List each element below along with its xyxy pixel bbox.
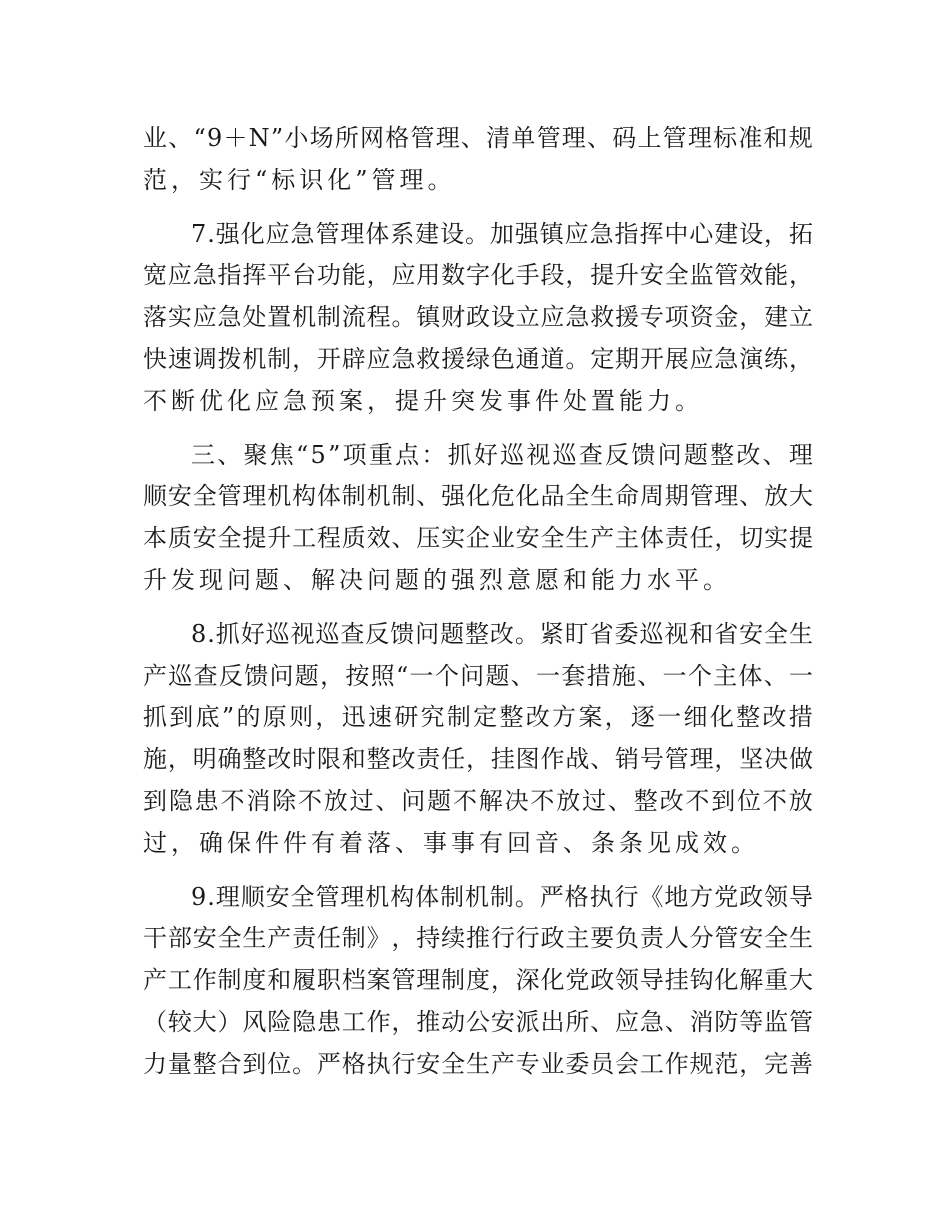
paragraph-section-3: [143, 435, 813, 602]
text-line: 快 速 调 拨 机 制 ， 开 辟 应 急 救 援 绿 色 通 道 。 定 期 开 展 应 急 演 练 ，: [143, 344, 813, 373]
text-line: 顺 安 全 管 理 机 构 体 制 机 制 、 强 化 危 化 品 全 生 命 周 期 管 理 、 放 大: [143, 482, 813, 511]
text-line: （ 较 大 ） 风 险 隐 患 工 作 ， 推 动 公 安 派 出 所 、 应 急 、 消 防 等 监 管: [143, 1007, 813, 1036]
text-line: 业 、 “ 9 ＋ N ” 小 场 所 网 格 管 理 、 清 单 管 理 、 码 上 管 理 标 准 和 规: [143, 124, 813, 152]
text-line: 过，确保件件有着落、事事有回音、条条见成效。: [143, 828, 759, 857]
text-line: 施 ， 明 确 整 改 时 限 和 整 改 责 任 ， 挂 图 作 战 、 销 号 管 理 ， 坚 决 做: [143, 745, 813, 774]
text-line: 力 量 整 合 到 位 。 严 格 执 行 安 全 生 产 专 业 委 员 会 工 作 规 范 ， 完 善: [143, 1049, 813, 1078]
text-line: 产 巡 查 反 馈 问 题 ， 按 照 “ 一 个 问 题 、 一 套 措 施 、 一 个 主 体 、 一: [143, 661, 813, 690]
text-line: 宽 应 急 指 挥 平 台 功 能 ， 应 用 数 字 化 手 段 ， 提 升 安 全 监 管 效 能 ，: [143, 261, 813, 290]
document-body: [143, 118, 813, 1086]
text-line: 9 . 理 顺 安 全 管 理 机 构 体 制 机 制 。 严 格 执 行 《 地 方 党 政 领 导: [191, 882, 813, 911]
text-line: 本 质 安 全 提 升 工 程 质 效 、 压 实 企 业 安 全 生 产 主 体 责 任 ， 切 实 提: [143, 524, 813, 553]
paragraph-gap: [143, 423, 813, 435]
paragraph-8: [143, 614, 813, 865]
text-line: 三 、 聚 焦 “ 5 ” 项 重 点 ： 抓 好 巡 视 巡 查 反 馈 问 题 整 改 、 理: [191, 440, 813, 469]
text-line: 到 隐 患 不 消 除 不 放 过 、 问 题 不 解 决 不 放 过 、 整 改 不 到 位 不 放: [143, 786, 813, 815]
text-line: 8 . 抓 好 巡 视 巡 查 反 馈 问 题 整 改 。 紧 盯 省 委 巡 视 和 省 安 全 生: [191, 619, 813, 648]
paragraph-continuation: [143, 118, 813, 202]
text-line: 产 工 作 制 度 和 履 职 档 案 管 理 制 度 ， 深 化 党 政 领 导 挂 钩 化 解 重 大: [143, 966, 813, 995]
text-line: 不断优化应急预案，提升突发事件处置能力。: [143, 386, 703, 415]
text-line: 干 部 安 全 生 产 责 任 制 》 ， 持 续 推 行 行 政 主 要 负 责 人 分 管 安 全 生: [143, 924, 813, 953]
paragraph-gap: [143, 602, 813, 614]
text-line: 落 实 应 急 处 置 机 制 流 程 。 镇 财 政 设 立 应 急 救 援 专 项 资 金 ， 建 立: [143, 303, 813, 332]
text-line: 升发现问题、解决问题的强烈意愿和能力水平。: [143, 565, 731, 594]
text-line: 7 . 强 化 应 急 管 理 体 系 建 设 。 加 强 镇 应 急 指 挥 中 心 建 设 ， 拓: [191, 219, 813, 248]
text-line: 范，实行“标识化”管理。: [143, 165, 456, 194]
paragraph-9: [143, 877, 813, 1086]
paragraph-gap: [143, 865, 813, 877]
text-line: 抓 到 底 ” 的 原 则 ， 迅 速 研 究 制 定 整 改 方 案 ， 逐 一 细 化 整 改 措: [143, 703, 813, 732]
paragraph-7: [143, 214, 813, 423]
paragraph-gap: [143, 202, 813, 214]
